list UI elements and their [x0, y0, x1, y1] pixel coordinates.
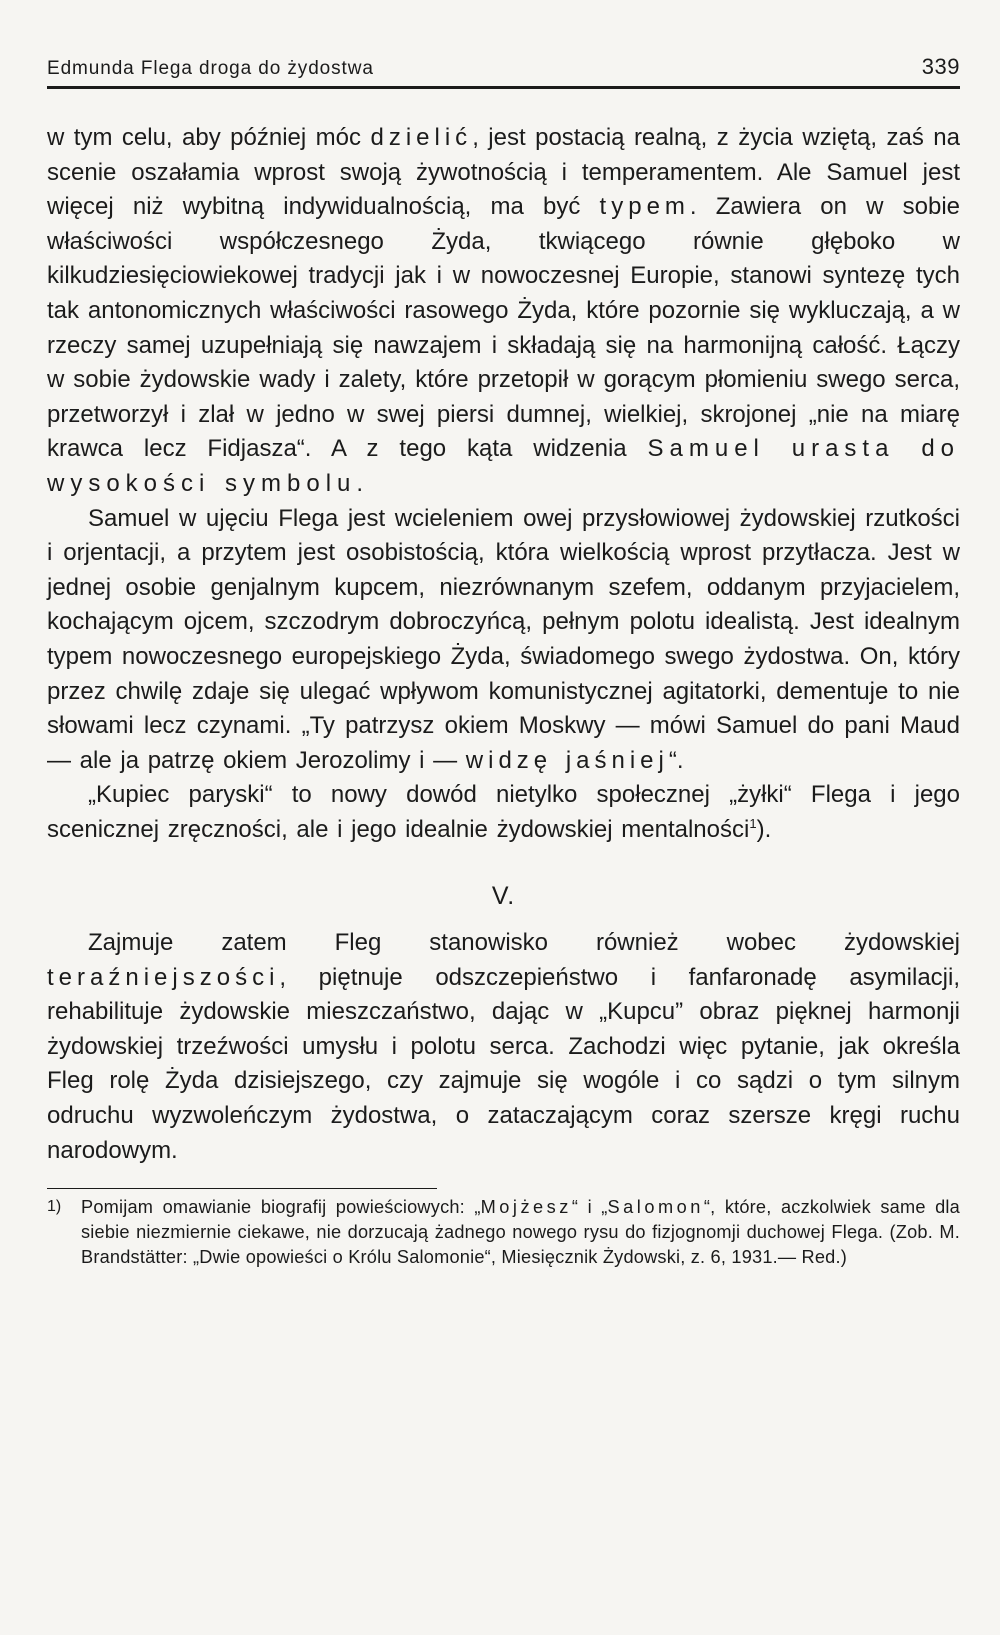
p1-spaced-dzielic: dzielić [370, 124, 473, 151]
header-rule [47, 86, 960, 89]
p1-text-2: , jest postacią realną, z życia wziętą, zaś na scenie oszałamia wprost swoją żywotnością i temperamentem. Ale Samuel jest więcej niż wybitną indywidualnością, ma być [47, 124, 960, 221]
p4-text-2: , piętnuje odszczepieństwo i fanfaronadę asymilacji, rehabilituje żydowskie mieszczaństwo, dając w „Kupcu” obraz pięknej harmonji żydowskiej trzeźwości umysłu i polotu serca. Zachodzi więc pytanie, jak określa Fleg rolę Żyda dzisiejszego, czy zajmuje się wogóle i co sądzi o tym silnym odruchu wyzwoleńczym żydostwa, o zataczającym coraz szersze kręgi ruchu narodowym. [47, 963, 960, 1164]
footnote-rule [47, 1188, 437, 1189]
paragraph-1 [47, 121, 960, 502]
footnote-marker: 1) [47, 1198, 62, 1216]
p2-spaced-widze-jasniej: widzę jaśniej [465, 746, 669, 774]
fn-text-3: “, które, aczkolwiek same dla siebie niezmiernie ciekawe, nie dorzucają żadnego nowego rysu do fizjognomji duchowej Flega. (Zob. M. Brandstätter: „Dwie opowieści o Królu Salomonie“, Miesięcznik Żydowski, z. 6, 1931.— Red.) [81, 1197, 960, 1267]
p1-spaced-typem: typem [599, 193, 690, 221]
body-text [47, 121, 960, 1168]
running-head [47, 44, 960, 80]
paragraph-2 [47, 502, 960, 779]
p4-text-1: Zajmuje zatem Fleg stanowisko również wobec żydowskiej [88, 929, 960, 957]
footnote-reference: 1 [749, 815, 757, 831]
fn-spaced-mojzesz: Mojżesz [480, 1197, 572, 1218]
fn-text-1: Pomijam omawianie biografij powieściowych: „ [81, 1197, 481, 1218]
p1-spaced-samuel-symbolu: Samuel urasta do wysokości symbolu [47, 435, 961, 497]
p1-text-1: w tym celu, aby później móc [47, 124, 371, 151]
p3-text-2: ). [756, 815, 772, 843]
paragraph-4 [47, 926, 960, 1168]
paragraph-3 [47, 778, 960, 847]
p2-text-1: Samuel w ujęciu Flega jest wcieleniem owej przysłowiowej żydowskiej rzutkości i orjentacji, a przytem jest osobistością, która wielkością wprost przytłacza. Jest w jednej osobie genjalnym kupcem, niezrównanym szefem, oddanym przyjacielem, kochającym ojcem, szczodrym dobroczyńcą, pełnym polotu idealistą. Jest idealnym typem nowoczesnego europejskiego Żyda, świadomego swego żydostwa. On, który przez chwilę zdaje się ulegać wpływom komunistycznej agitatorki, dementuje to nie słowami lecz czynami. „Ty patrzysz okiem Moskwy — mówi Samuel do pani Maud — ale ja patrzę okiem Jerozolimy i — [47, 504, 960, 774]
section-heading: V. [491, 882, 516, 911]
footnote [47, 1195, 960, 1269]
p2-text-2: “. [668, 746, 684, 774]
fn-text-2: “ i „ [571, 1197, 608, 1218]
p4-spaced-terazniejszosci: teraźniejszości [47, 963, 280, 991]
footnote-text [81, 1195, 960, 1269]
running-title: Edmunda Flega droga do żydostwa [47, 58, 374, 79]
p3-text-1: „Kupiec paryski“ to nowy dowód nietylko społecznej „żyłki“ Flega i jego scenicznej zręczności, ale i jego idealnie żydowskiej mentalności [47, 781, 960, 843]
fn-spaced-salomon: Salomon [607, 1197, 704, 1218]
p1-text-4: . [356, 469, 364, 497]
p1-text-3: . Zawiera on w sobie właściwości współczesnego Żyda, tkwiącego równie głęboko w kilkudziesięciowiekowej tradycji jak i w nowoczesnej Europie, stanowi syntezę tych tak antonomicznych właściwości rasowego Żyda, które pozornie się wykluczają, a w rzeczy samej uzupełniają się nawzajem i składają się na harmonijną całość. Łączy w sobie żydowskie wady i zalety, które przetopił w gorącym płomieniu swego serca, przetworzył i zlał w jedno w swej piersi dumnej, wielkiej, skrojonej „nie na miarę krawca lecz Fidjasza“. A z tego kąta widzenia [47, 193, 960, 463]
page-number: 339 [921, 54, 960, 79]
